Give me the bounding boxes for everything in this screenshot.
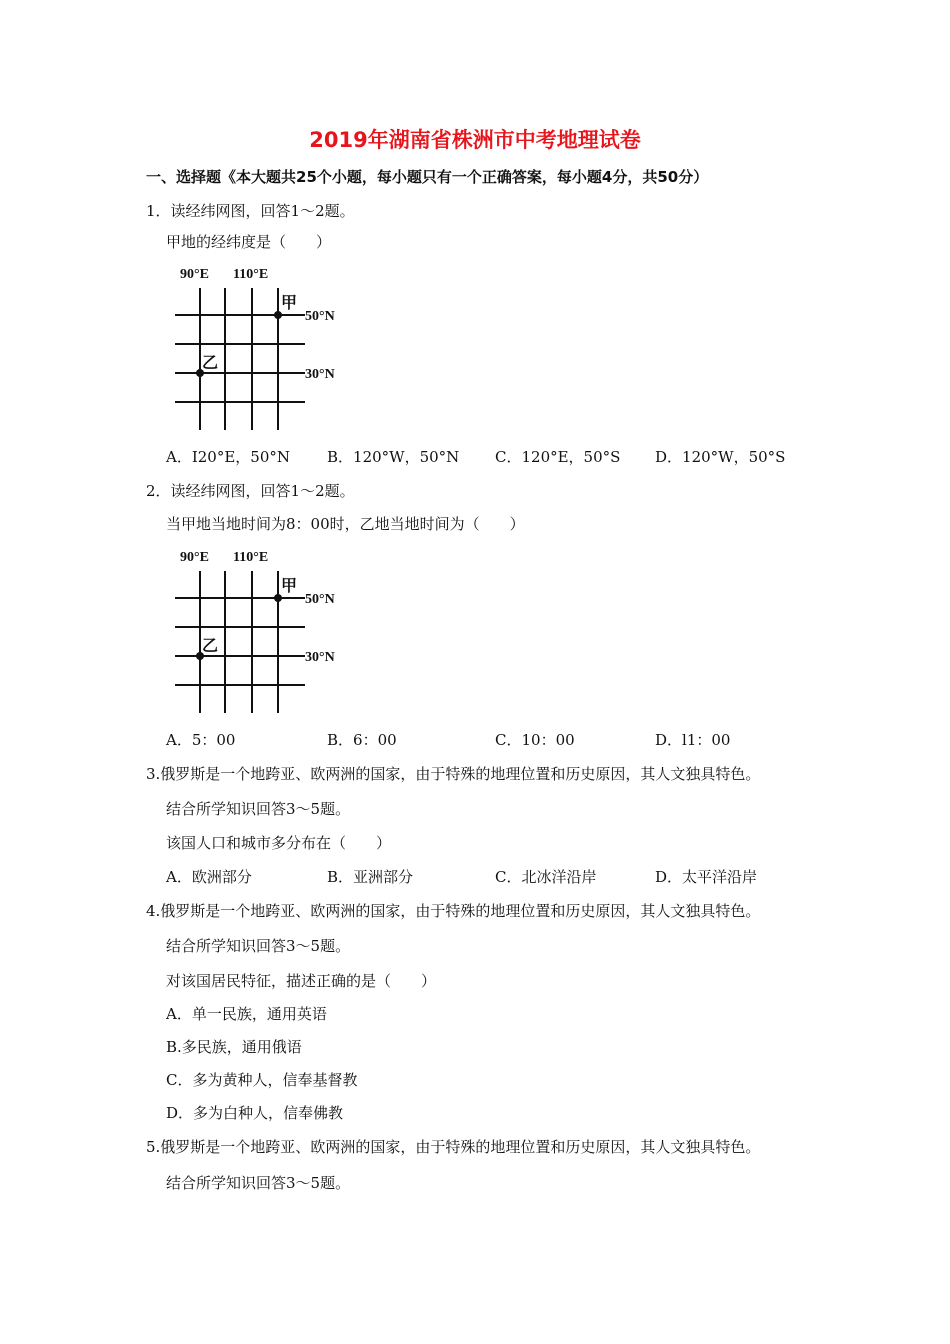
- question-3-stem: 3.俄罗斯是一个地跨亚、欧两洲的国家，由于特殊的地理位置和历史原因，其人文独具特色。: [146, 765, 761, 783]
- point-yi-label: 乙: [202, 638, 219, 655]
- page-title: 2019年湖南省株洲市中考地理试卷: [309, 128, 641, 152]
- question-4-sub2: 对该国居民特征，描述正确的是（ ）: [166, 972, 437, 990]
- lat-label-50n: 50°N: [305, 592, 335, 607]
- question-1-sub: 甲地的经纬度是（ ）: [166, 233, 332, 251]
- point-jia-label: 甲: [281, 578, 298, 595]
- question-3-sub1: 结合所学知识回答3～5题。: [166, 800, 351, 818]
- q1-option-c: C．120°E，50°S: [495, 448, 621, 466]
- question-2-stem: 2．读经纬网图，回答1～2题。: [146, 482, 355, 500]
- question-4-sub1: 结合所学知识回答3～5题。: [166, 937, 351, 955]
- question-3-sub2: 该国人口和城市多分布在（ ）: [166, 834, 392, 852]
- q2-option-d: D．l1：00: [655, 731, 731, 749]
- q1-option-a: A．I20°E，50°N: [166, 448, 291, 466]
- lat-label-50n: 50°N: [305, 309, 335, 324]
- section-heading: 一、选择题《本大题共25个小题，每小题只有一个正确答案，每小题4分，共50分）: [146, 168, 709, 186]
- q3-option-b: B．亚洲部分: [327, 868, 414, 886]
- lon-label-110e: 110°E: [233, 550, 269, 565]
- question-1-stem: 1．读经纬网图，回答1～2题。: [146, 202, 355, 220]
- q3-option-d: D．太平洋沿岸: [655, 868, 758, 886]
- q2-option-a: A．5：00: [166, 731, 236, 749]
- q3-option-a: A．欧洲部分: [166, 868, 252, 886]
- lon-label-90e: 90°E: [180, 267, 209, 282]
- point-jia-label: 甲: [281, 295, 298, 312]
- latlon-grid-map-1: [165, 260, 355, 430]
- question-5-sub1: 结合所学知识回答3～5题。: [166, 1174, 351, 1192]
- lon-label-110e: 110°E: [233, 267, 269, 282]
- q3-option-c: C．北冰洋沿岸: [495, 868, 597, 886]
- point-yi-label: 乙: [202, 355, 219, 372]
- question-2-sub: 当甲地当地时间为8：00时，乙地当地时间为（ ）: [166, 515, 525, 533]
- q4-option-a: A．单一民族，通用英语: [166, 1005, 327, 1023]
- q1-option-b: B．120°W，50°N: [327, 448, 460, 466]
- lat-label-30n: 30°N: [305, 367, 335, 382]
- q4-option-c: C．多为黄种人，信奉基督教: [166, 1071, 358, 1089]
- question-4-stem: 4.俄罗斯是一个地跨亚、欧两洲的国家，由于特殊的地理位置和历史原因，其人文独具特色。: [146, 902, 761, 920]
- latlon-grid-map-2: [165, 543, 355, 713]
- q2-option-c: C．10：00: [495, 731, 575, 749]
- lon-label-90e: 90°E: [180, 550, 209, 565]
- q4-option-b: B.多民族，通用俄语: [166, 1038, 302, 1056]
- q4-option-d: D．多为白种人，信奉佛教: [166, 1104, 344, 1122]
- q1-option-d: D．120°W，50°S: [655, 448, 786, 466]
- lat-label-30n: 30°N: [305, 650, 335, 665]
- question-5-stem: 5.俄罗斯是一个地跨亚、欧两洲的国家，由于特殊的地理位置和历史原因，其人文独具特色。: [146, 1138, 761, 1156]
- q2-option-b: B．6：00: [327, 731, 397, 749]
